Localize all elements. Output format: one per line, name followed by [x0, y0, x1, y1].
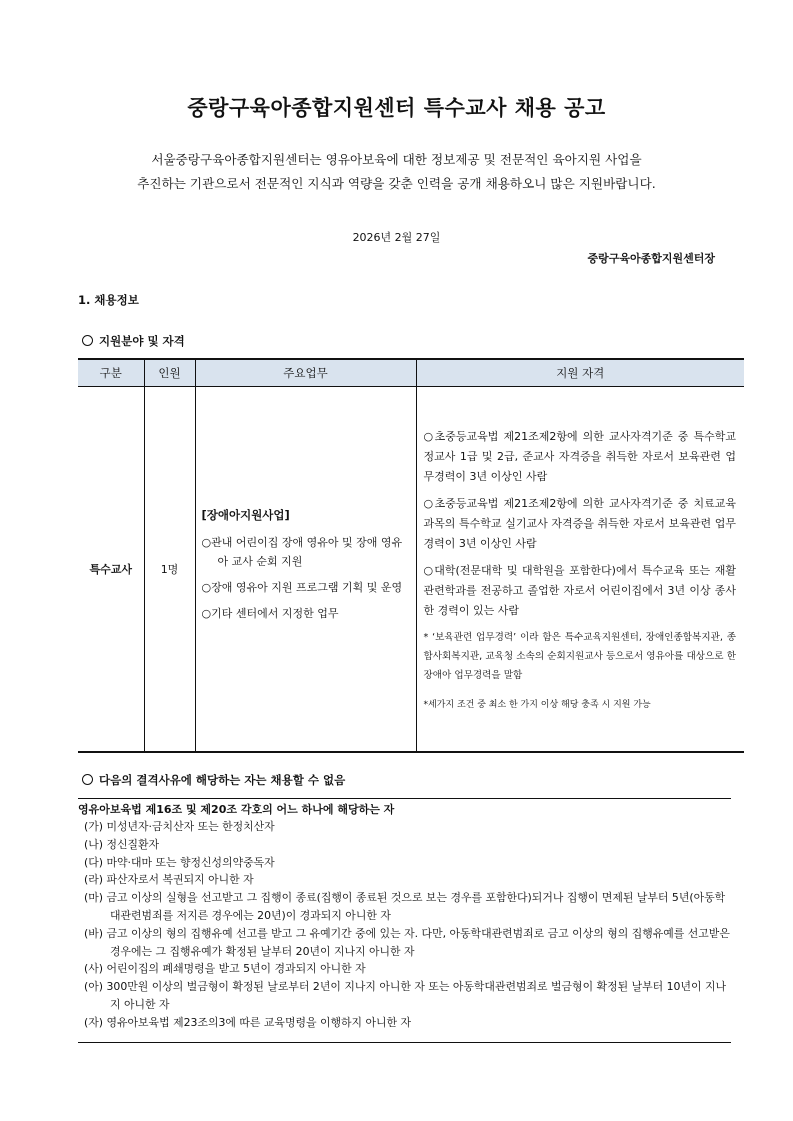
cell-count: 1명: [144, 386, 195, 752]
list-item: (마) 금고 이상의 실형을 선고받고 그 집행이 종료(집행이 종료된 것으로 보는 경우를 포함한다)되거나 집행이 면제된 날부터 5년(아동학대관련범죄를 저지른 경우에는 20년)이 경과되지 아니한 자: [84, 891, 726, 922]
section-divider: [78, 1042, 731, 1043]
list-item: (다) 마약·대마 또는 향정신성의약중독자: [84, 855, 275, 869]
header-qualifications: 지원 자격: [416, 359, 744, 386]
list-item: (가) 미성년자·금치산자 또는 한정치산자: [84, 820, 275, 833]
table-header-row: [78, 359, 744, 386]
list-item: (아) 300만원 이상의 벌금형이 확정된 날로부터 2년이 지나지 아니한 자 또는 아동학대관련범죄로 벌금형이 확정된 날부터 10년이 지나지 아니한 자: [84, 980, 727, 1011]
qualification-item: ○초중등교육법 제21조제2항에 의한 교사자격기준 중 치료교육 과목의 특수학교 실기교사 자격증을 취득한 자로서 보육관련 업무경력이 3년 이상인 사람: [423, 497, 736, 551]
subheading-label: 다음의 결격사유에 해당하는 자는 채용할 수 없음: [99, 773, 346, 787]
disqualification-list: [84, 818, 734, 1032]
intro-line: 추진하는 기관으로서 전문적인 지식과 역량을 갖춘 인력을 공개 채용하오니 많은 지원바랍니다.: [137, 176, 656, 191]
list-item: (자) 영유아보육법 제23조의3에 따른 교육명령을 이행하지 아니한 자: [84, 1015, 412, 1029]
table-row: [78, 386, 744, 752]
intro-line: 서울중랑구육아종합지원센터는 영유아보육에 대한 정보제공 및 전문적인 육아지원 사업을: [151, 152, 642, 167]
duty-item: ○장애 영유아 지원 프로그램 기획 및 운영: [201, 581, 403, 595]
cell-duties: [195, 386, 416, 752]
circle-bullet-icon: [82, 774, 93, 785]
intro-paragraph: [40, 148, 753, 196]
qualification-item: ○초중등교육법 제21조제2항에 의한 교사자격기준 중 특수학교 정교사 1급 및 2급, 준교사 자격증을 취득한 자로서 보육관련 업무경력이 3년 이상인 사람: [423, 430, 736, 484]
announcement-date: 2026년 2월 27일: [352, 231, 441, 244]
circle-bullet-icon: [82, 335, 93, 346]
list-item: (라) 파산자로서 복권되지 아니한 자: [84, 873, 254, 887]
disqualification-title: 영유아보육법 제16조 및 제20조 각호의 어느 하나에 해당하는 자: [78, 798, 731, 817]
qualification-condition-note: *세가지 조건 중 최소 한 가지 이상 해당 충족 시 지원 가능: [423, 700, 651, 711]
section-heading-recruit-info: 1. 채용정보: [78, 293, 139, 307]
duty-item: ○관내 어린이집 장애 영유아 및 장애 영유아 교사 순회 지원: [201, 536, 403, 569]
list-item: (사) 어린이집의 폐쇄명령을 받고 5년이 경과되지 아니한 자: [84, 962, 366, 976]
cell-category: 특수교사: [78, 386, 144, 752]
duty-heading: [장애아지원사업]: [201, 508, 290, 523]
subheading-label: 지원분야 및 자격: [99, 334, 185, 348]
subheading-field-qualification: [82, 333, 185, 349]
qualification-note: * ‘보육관련 업무경력’ 이라 함은 특수교육지원센터, 장애인종합복지관, 종합사회복지관, 교육청 소속의 순회지원교사 등으로서 영유아를 대상으로 한 장애아 업무경력을 말함: [423, 632, 736, 682]
cell-qualifications: [416, 386, 744, 752]
list-item: (나) 정신질환자: [84, 837, 160, 851]
subheading-disqualification: [82, 772, 345, 788]
issuer-name: 중랑구육아종합지원센터장: [587, 252, 715, 265]
page-title: 중랑구육아종합지원센터 특수교사 채용 공고: [187, 95, 606, 120]
duty-item: ○기타 센터에서 지정한 업무: [201, 607, 339, 621]
list-item: (바) 금고 이상의 형의 집행유예 선고를 받고 그 유예기간 중에 있는 자. 다만, 아동학대관련범죄로 금고 이상의 형의 집행유예를 선고받은 경우에는 그 집행유예가 확정된 날부터 20년이 지나지 아니한 자: [84, 926, 730, 958]
header-duties: 주요업무: [195, 359, 416, 386]
header-category: 구분: [78, 359, 144, 386]
header-count: 인원: [144, 359, 195, 386]
recruit-table: [78, 358, 744, 753]
qualification-item: ○대학(전문대학 및 대학원을 포함한다)에서 특수교육 또는 재활관련학과를 전공하고 졸업한 자로서 어린이집에서 3년 이상 종사한 경력이 있는 사람: [423, 564, 736, 618]
